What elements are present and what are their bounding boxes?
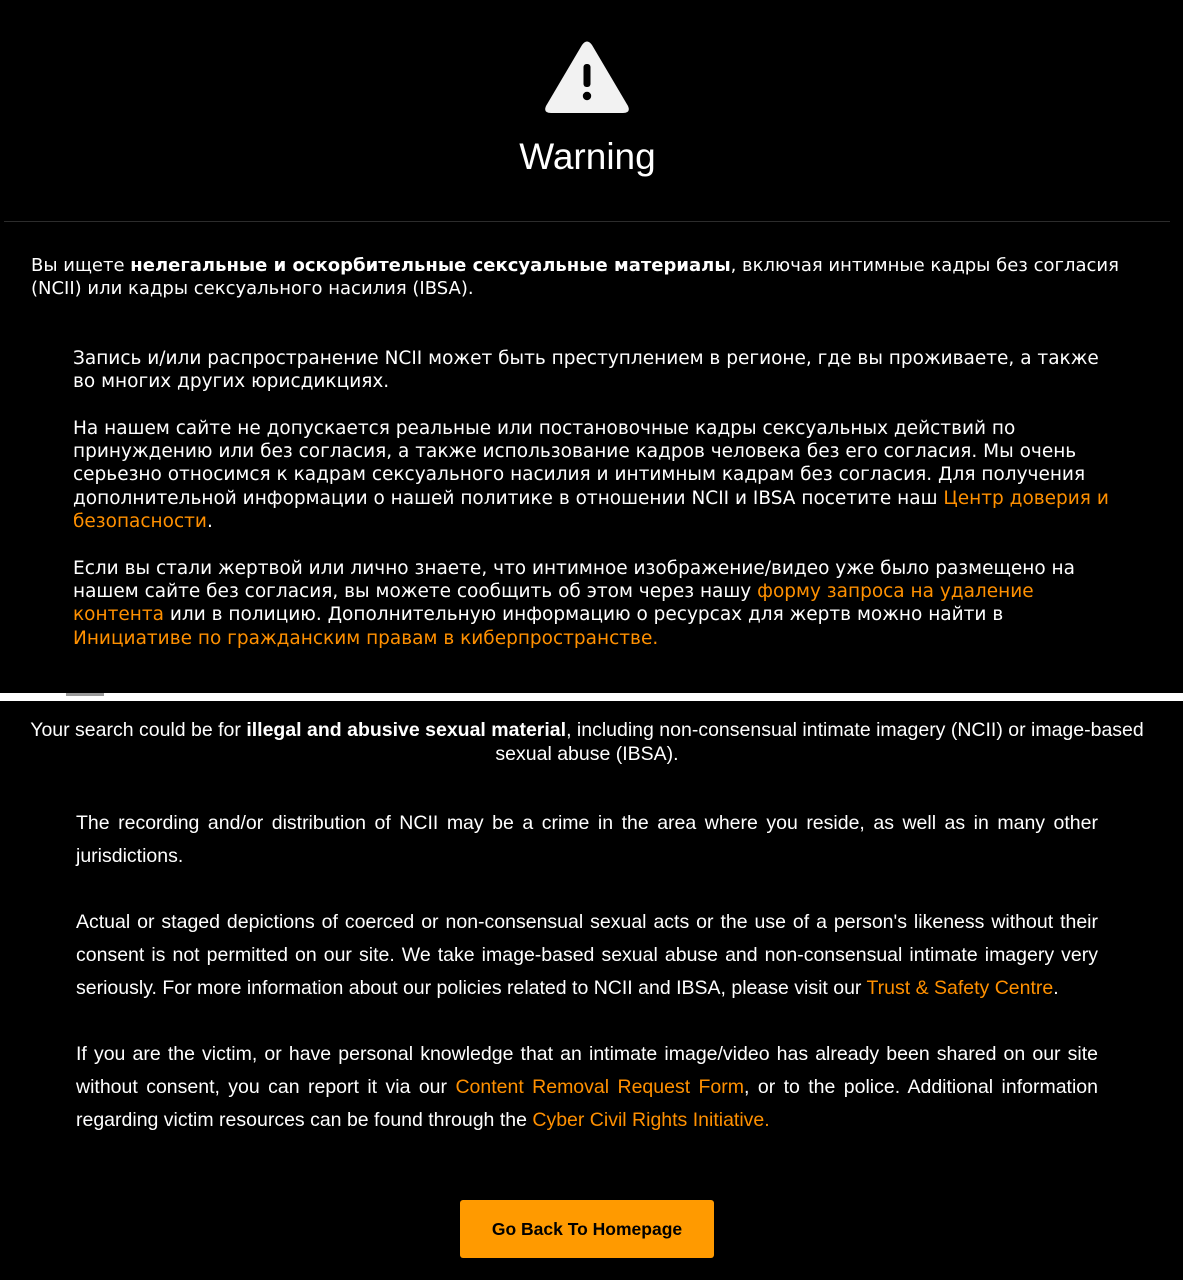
ru-policy-end: . [206, 511, 213, 533]
separator-mark [66, 693, 104, 696]
en-intro-suffix: , including non-consensual intimate imagery (NCII) or image-based sexual abuse (IBSA). [495, 719, 1144, 765]
ru-body [73, 347, 1113, 673]
en-intro-bold: illegal and abusive sexual material [246, 719, 567, 741]
ru-paragraph-crime: Запись и/или распространение NCII может быть преступлением в регионе, где вы проживаете, а также во многих других юрисдикциях. [73, 348, 1099, 393]
ru-victim-text-2: или в полицию. Дополнительную информацию о ресурсах для жертв можно найти в [163, 604, 1004, 626]
separator-band [0, 693, 1183, 701]
go-back-homepage-button[interactable]: Go Back To Homepage [460, 1200, 714, 1258]
ru-policy-text: На нашем сайте не допускается реальные или постановочные кадры сексуальных действий по принуждению или без согласия, а также использование кадров человека без его согласия. Мы очень серьезно относимся к кадрам сексуального насилия и интимным кадрам без согласия. Для получения дополнительной информации о нашей политике в отношении NCII и IBSA посетите наш [73, 417, 1086, 509]
en-body [76, 807, 1098, 1170]
ru-cyber-civil-rights-link[interactable]: Инициативе по гражданским правам в киберпространстве. [73, 627, 659, 649]
en-paragraph-crime: The recording and/or distribution of NCII may be a crime in the area where you reside, as well as in many other jurisdictions. [76, 812, 1098, 867]
ru-trust-safety-link[interactable]: Центр доверия и безопасности [73, 487, 1109, 533]
en-trust-safety-link[interactable]: Trust & Safety Centre [866, 977, 1054, 999]
en-victim-text-1: If you are the victim, or have personal knowledge that an intimate image/video has already been shared on our site without consent, you can report it via our [76, 1043, 1098, 1098]
ru-victim-text-1: Если вы стали жертвой или лично знаете, что интимное изображение/видео уже было размещено на нашем сайте без согласия, вы можете сообщить об этом через нашу [73, 557, 1075, 602]
en-policy-text: Actual or staged depictions of coerced or non-consensual sexual acts or the use of a person's likeness without their consent is not permitted on our site. We take image-based sexual abuse and non-consensual intimate imagery very seriously. For more information about our policies related to NCII and IBSA, please visit our [76, 911, 1098, 999]
warning-triangle-icon [544, 40, 630, 114]
en-cyber-civil-rights-link[interactable]: Cyber Civil Rights Initiative. [532, 1109, 770, 1131]
ru-paragraph-policy [73, 417, 1113, 533]
en-victim-text-2: , or to the police. Additional information regarding victim resources can be found through the [76, 1076, 1098, 1131]
ru-intro-suffix: , включая интимные кадры без согласия (NCII) или кадры сексуального насилия (IBSA). [31, 255, 1119, 299]
ru-content-removal-link[interactable]: форму запроса на удаление контента [73, 580, 1034, 626]
en-intro-prefix: Your search could be for [30, 719, 247, 741]
en-paragraph-victim [76, 1038, 1098, 1137]
en-paragraph-policy [76, 906, 1098, 1005]
english-warning-panel [0, 701, 1183, 1280]
ru-paragraph-victim [73, 557, 1113, 650]
ru-intro-bold: нелегальные и оскорбительные сексуальные материалы [130, 255, 731, 276]
page-title: Warning [519, 136, 656, 177]
ru-intro-text [31, 254, 1156, 300]
en-intro-text [18, 718, 1156, 766]
en-content-removal-link[interactable]: Content Removal Request Form [455, 1076, 745, 1098]
en-policy-end: . [1053, 977, 1059, 999]
divider [4, 221, 1170, 222]
ru-intro-prefix: Вы ищете [31, 255, 131, 276]
